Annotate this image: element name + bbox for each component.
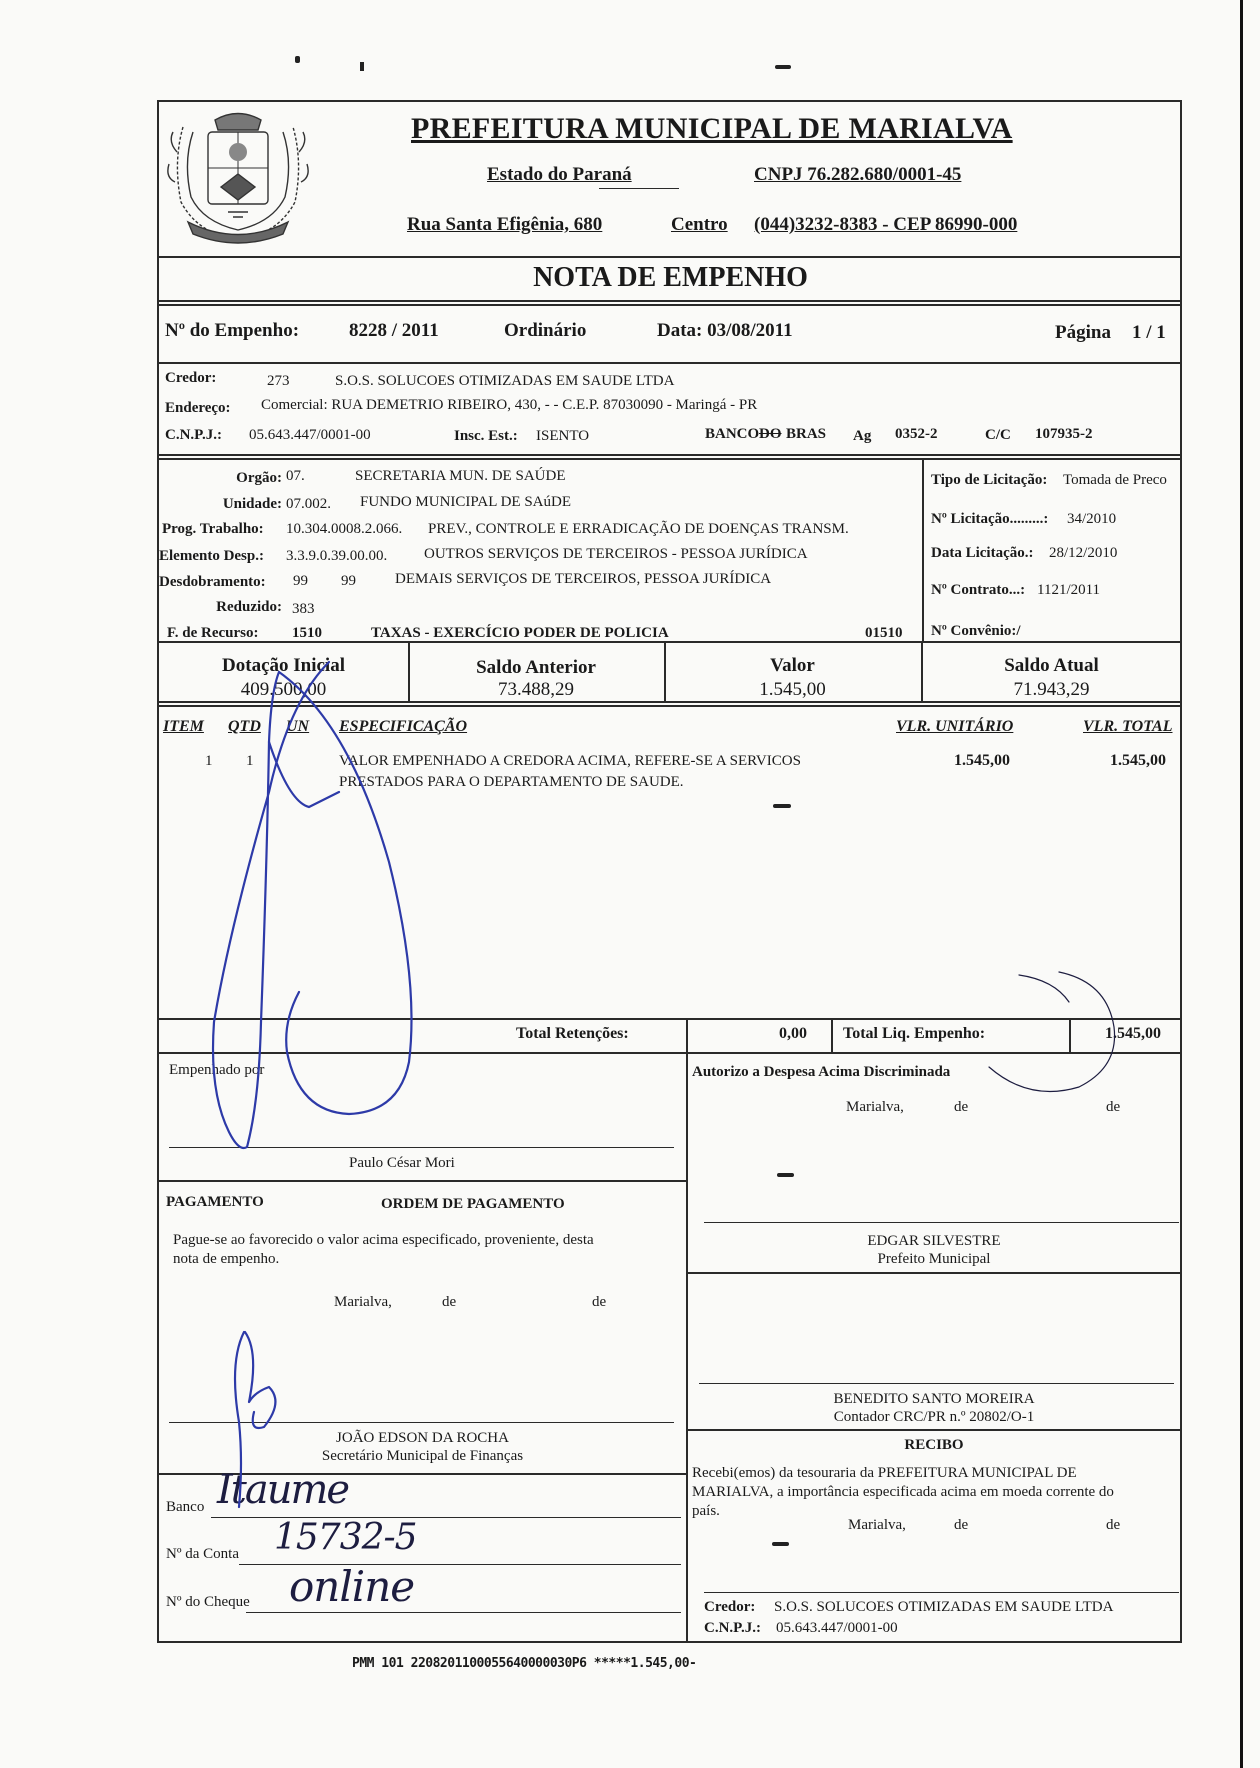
col-total-value: VLR. TOTAL	[1083, 718, 1173, 735]
item-spec-line1: VALOR EMPENHADO A CREDORA ACIMA, REFERE-SE A SERVICOS	[339, 753, 801, 769]
street-address: Rua Santa Efigênia, 680	[407, 214, 603, 235]
scan-speck	[360, 62, 364, 71]
credor-name: S.O.S. SOLUCOES OTIMIZADAS EM SAUDE LTDA	[335, 373, 675, 389]
credor-code: 273	[267, 373, 290, 389]
pagamento-de1: de	[442, 1294, 457, 1310]
desdobramento-name: DEMAIS SERVIÇOS DE TERCEIROS, PESSOA JURÍDICA	[395, 571, 772, 587]
autorizo-de1: de	[954, 1099, 969, 1115]
cheque-label: Nº do Cheque	[166, 1594, 250, 1610]
orgao-name: SECRETARIA MUN. DE SAÚDE	[355, 468, 566, 484]
item-spec-line2: PRESTADOS PARA O DEPARTAMENTO DE SAUDE.	[339, 774, 684, 790]
empenho-date: Data: 03/08/2011	[657, 320, 793, 341]
ordem-pagamento-label: ORDEM DE PAGAMENTO	[381, 1196, 565, 1212]
reduzido-label: Reduzido:	[216, 599, 282, 615]
orgao-code: 07.	[286, 468, 305, 484]
credor-label: Credor:	[165, 370, 217, 386]
autorizo-signer: EDGAR SILVESTRE	[867, 1233, 1001, 1249]
document-title: NOTA DE EMPENHO	[533, 262, 808, 293]
contador-role: Contador CRC/PR n.º 20802/O-1	[833, 1409, 1035, 1425]
tipo-licitacao-label: Tipo de Licitação:	[931, 472, 1048, 488]
page-number: 1 / 1	[1132, 322, 1166, 343]
prog-code: 10.304.0008.2.066.	[286, 521, 403, 537]
ag-value: 0352-2	[895, 426, 938, 442]
credor-cnpj: 05.643.447/0001-00	[249, 427, 371, 443]
scan-speck	[775, 65, 791, 69]
recibo-cnpj: 05.643.447/0001-00	[776, 1620, 898, 1636]
licitacao-date: 28/12/2010	[1049, 545, 1118, 561]
total-liquido: 1.545,00	[1105, 1025, 1161, 1042]
conta-handwritten: 15732-5	[274, 1517, 417, 1558]
bank-struck: DO	[759, 426, 782, 442]
bank-prefix: BANCO	[705, 426, 760, 442]
empenhado-label: Empenhado por	[169, 1062, 265, 1078]
recibo-line2: MARIALVA, a importância especificada acima em moeda corrente do	[692, 1484, 1114, 1500]
saldo-anterior-label: Saldo Anterior	[476, 657, 596, 678]
cc-label: C/C	[985, 427, 1011, 443]
unidade-label: Unidade:	[222, 496, 282, 512]
recurso-code: 1510	[292, 625, 322, 641]
col-especificacao: ESPECIFICAÇÃO	[339, 718, 468, 735]
item-total-value: 1.545,00	[1110, 752, 1166, 769]
convenio-label: Nº Convênio:/	[931, 623, 1021, 639]
credor-address: Comercial: RUA DEMETRIO RIBEIRO, 430, - - C.E.P. 87030090 - Maringá - PR	[261, 397, 758, 413]
saldo-atual-label: Saldo Atual	[1004, 655, 1099, 676]
licitacao-number-label: Nº Licitação.........:	[931, 511, 1049, 527]
conta-label: Nº da Conta	[166, 1546, 239, 1562]
page-label: Página	[1055, 322, 1111, 343]
prog-name: PREV., CONTROLE E ERRADICAÇÃO DE DOENÇAS TRANSM.	[428, 521, 849, 537]
signature-ink-icon	[159, 102, 1182, 1643]
licitacao-date-label: Data Licitação.:	[931, 545, 1034, 561]
desdobramento-label: Desdobramento:	[159, 574, 266, 590]
district: Centro	[671, 214, 728, 235]
recibo-credor: S.O.S. SOLUCOES OTIMIZADAS EM SAUDE LTDA	[774, 1599, 1114, 1615]
recibo-line3: país.	[692, 1503, 720, 1519]
item-number: 1	[205, 753, 213, 769]
recurso-number: 01510	[865, 625, 903, 641]
state-name: Estado do Paraná	[487, 164, 632, 185]
desdobramento-a: 99	[293, 573, 308, 589]
ag-label: Ag	[853, 428, 872, 444]
contador-signer: BENEDITO SANTO MOREIRA	[833, 1391, 1035, 1407]
col-un: UN	[286, 718, 310, 735]
empenho-type: Ordinário	[504, 320, 587, 341]
col-item: ITEM	[163, 718, 204, 735]
pagamento-city: Marialva,	[334, 1294, 392, 1310]
empenhado-signer: Paulo César Mori	[349, 1155, 455, 1171]
dotacao-label: Dotação Inicial	[222, 655, 345, 676]
phone-cep: (044)3232-8383 - CEP 86990-000	[754, 214, 1018, 235]
dotacao-value: 409.500,00	[240, 679, 327, 700]
footer-code: PMM 101 2208201100055640000030P6 *****1.545,00-	[352, 1656, 697, 1671]
recibo-title: RECIBO	[904, 1437, 964, 1453]
bank-name: BRAS	[786, 426, 827, 442]
saldo-atual-value: 71.943,29	[1013, 679, 1090, 700]
elemento-code: 3.3.9.0.39.00.00.	[286, 548, 388, 564]
scan-speck	[1240, 0, 1243, 1768]
recibo-credor-label: Credor:	[704, 1599, 756, 1615]
pagamento-signer: JOÃO EDSON DA ROCHA	[336, 1430, 509, 1446]
address-label: Endereço:	[165, 400, 231, 416]
autorizo-label: Autorizo a Despesa Acima Discriminada	[692, 1064, 951, 1080]
empenho-number: 8228 / 2011	[349, 320, 439, 341]
banco-handwritten: Itaume	[217, 1467, 349, 1513]
recibo-city: Marialva,	[848, 1517, 906, 1533]
orgao-label: Orgão:	[236, 470, 282, 486]
recibo-cnpj-label: C.N.P.J.:	[704, 1620, 761, 1636]
licitacao-number: 34/2010	[1067, 511, 1117, 527]
prog-label: Prog. Trabalho:	[162, 521, 264, 537]
valor-label: Valor	[770, 655, 815, 676]
autorizo-role: Prefeito Municipal	[877, 1251, 991, 1267]
insc-label: Insc. Est.:	[454, 428, 518, 444]
recurso-name: TAXAS - EXERCÍCIO PODER DE POLICIA	[371, 625, 669, 641]
nota-empenho-form	[157, 100, 1182, 1643]
municipality-cnpj: CNPJ 76.282.680/0001-45	[754, 164, 962, 185]
saldo-anterior-value: 73.488,29	[498, 679, 574, 700]
recibo-de2: de	[1106, 1517, 1121, 1533]
cheque-handwritten: online	[289, 1562, 415, 1611]
item-unit-value: 1.545,00	[954, 752, 1010, 769]
total-liquido-label: Total Liq. Empenho:	[843, 1025, 986, 1042]
cc-value: 107935-2	[1035, 426, 1093, 442]
unidade-name: FUNDO MUNICIPAL DE SAúDE	[360, 494, 571, 510]
recibo-line1: Recebi(emos) da tesouraria da PREFEITURA MUNICIPAL DE	[692, 1465, 1077, 1481]
contrato-number: 1121/2011	[1037, 582, 1101, 598]
elemento-name: OUTROS SERVIÇOS DE TERCEIROS - PESSOA JURÍDICA	[424, 546, 808, 562]
municipality-title: PREFEITURA MUNICIPAL DE MARIALVA	[411, 112, 1013, 145]
unidade-code: 07.002.	[286, 496, 331, 512]
valor-value: 1.545,00	[759, 679, 826, 700]
insc-value: ISENTO	[536, 428, 590, 444]
pagamento-label: PAGAMENTO	[166, 1194, 264, 1210]
banco-label: Banco	[166, 1499, 205, 1515]
pagamento-text-line2: nota de empenho.	[173, 1251, 280, 1267]
empenho-number-label: Nº do Empenho:	[165, 320, 300, 341]
autorizo-de2: de	[1106, 1099, 1121, 1115]
reduzido-value: 383	[292, 601, 315, 617]
col-unit-value: VLR. UNITÁRIO	[896, 718, 1014, 735]
cnpj-label: C.N.P.J.:	[165, 427, 222, 443]
item-qtd: 1	[246, 753, 254, 769]
tipo-licitacao: Tomada de Preco	[1063, 472, 1167, 488]
col-qtd: QTD	[228, 718, 261, 735]
total-retencoes-label: Total Retenções:	[516, 1025, 629, 1042]
elemento-label: Elemento Desp.:	[159, 548, 264, 564]
pagamento-role: Secretário Municipal de Finanças	[321, 1448, 524, 1464]
total-retencoes: 0,00	[779, 1025, 807, 1042]
contrato-label: Nº Contrato...:	[931, 582, 1026, 598]
scan-speck	[295, 56, 300, 63]
recibo-de1: de	[954, 1517, 969, 1533]
recurso-label: F. de Recurso:	[167, 625, 259, 641]
pagamento-text-line1: Pague-se ao favorecido o valor acima especificado, proveniente, desta	[173, 1232, 594, 1248]
autorizo-city: Marialva,	[846, 1099, 904, 1115]
pagamento-de2: de	[592, 1294, 607, 1310]
desdobramento-b: 99	[341, 573, 356, 589]
